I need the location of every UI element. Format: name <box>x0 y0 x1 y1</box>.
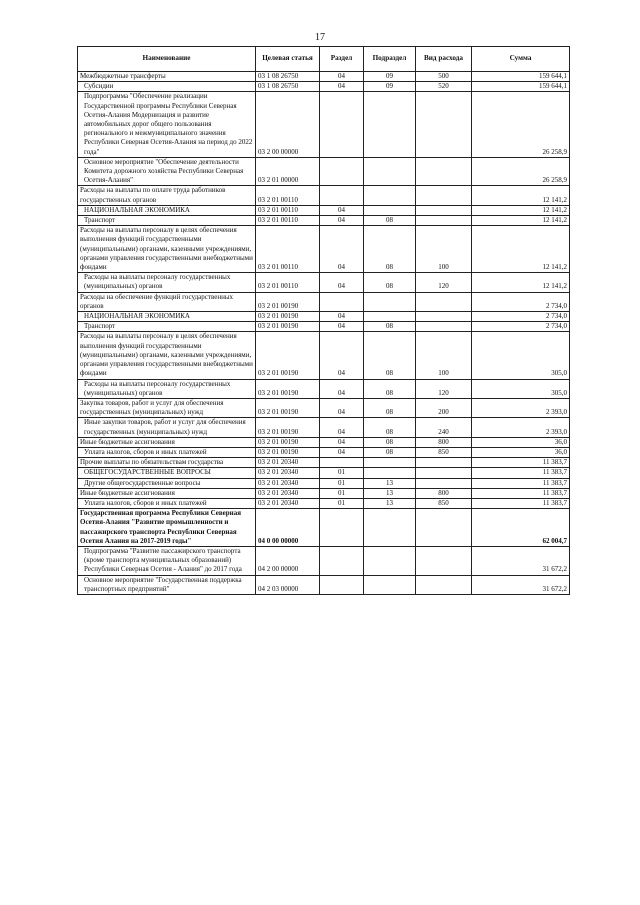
cell-expense-type: 520 <box>416 82 472 92</box>
budget-table <box>77 46 570 595</box>
cell-expense-type <box>416 186 472 205</box>
cell-section <box>320 458 364 468</box>
cell-subsection: 08 <box>364 418 416 437</box>
cell-expense-type: 800 <box>416 488 472 498</box>
cell-amount: 12 141,2 <box>472 273 570 292</box>
cell-target: 03 2 01 20340 <box>256 468 320 478</box>
cell-name: Основное мероприятие "Обеспечение деятельности Комитета дорожного хозяйства Республики Северная Осетия-Алания" <box>78 157 256 186</box>
cell-name: Межбюджетные трансферты <box>78 72 256 82</box>
column-header-expense-type: Вид расхода <box>416 47 472 72</box>
cell-subsection: 09 <box>364 72 416 82</box>
table-row <box>78 186 570 205</box>
cell-target: 03 2 01 00110 <box>256 273 320 292</box>
cell-name: Расходы на выплаты персоналу в целях обеспечения выполнения функций государственными (муниципальными) органами, казенными учреждениями, органами управления государственными внебюджетными фондами <box>78 226 256 273</box>
table-row <box>78 575 570 594</box>
table-row <box>78 379 570 398</box>
cell-section: 04 <box>320 322 364 332</box>
cell-subsection <box>364 292 416 311</box>
cell-amount: 31 672,2 <box>472 575 570 594</box>
cell-expense-type <box>416 205 472 215</box>
cell-target: 03 2 01 00190 <box>256 398 320 417</box>
table-row <box>78 447 570 457</box>
cell-expense-type <box>416 292 472 311</box>
cell-expense-type <box>416 546 472 575</box>
cell-name: Расходы на обеспечение функций государственных органов <box>78 292 256 311</box>
cell-name: Расходы на выплаты персоналу в целях обеспечения выполнения функций государственными (муниципальными) органами, казенными учреждениями, органами управления государственными внебюджетными фондами <box>78 332 256 379</box>
table-row <box>78 332 570 379</box>
cell-expense-type <box>416 216 472 226</box>
cell-amount: 11 383,7 <box>472 478 570 488</box>
cell-section <box>320 509 364 547</box>
table-row <box>78 509 570 547</box>
cell-target: 03 2 01 00110 <box>256 186 320 205</box>
cell-subsection <box>364 546 416 575</box>
cell-target: 03 2 01 00110 <box>256 226 320 273</box>
table-row <box>78 418 570 437</box>
cell-name: Прочие выплаты по обязательствам государства <box>78 458 256 468</box>
cell-subsection <box>364 186 416 205</box>
cell-target: 04 0 00 00000 <box>256 509 320 547</box>
cell-section <box>320 186 364 205</box>
cell-name: Основное мероприятие "Государственная поддержка транспортных предприятий" <box>78 575 256 594</box>
cell-target: 03 2 00 00000 <box>256 92 320 157</box>
cell-section <box>320 575 364 594</box>
cell-target: 03 2 01 00190 <box>256 379 320 398</box>
table-row <box>78 478 570 488</box>
cell-amount: 36,0 <box>472 447 570 457</box>
table-row <box>78 216 570 226</box>
table-row <box>78 226 570 273</box>
table-header-row <box>78 47 570 72</box>
cell-amount: 26 258,9 <box>472 157 570 186</box>
cell-section <box>320 546 364 575</box>
cell-amount: 159 644,1 <box>472 72 570 82</box>
cell-expense-type <box>416 468 472 478</box>
cell-subsection <box>364 205 416 215</box>
cell-expense-type: 850 <box>416 498 472 508</box>
cell-expense-type <box>416 312 472 322</box>
cell-amount: 2 393,0 <box>472 418 570 437</box>
cell-amount: 2 734,0 <box>472 312 570 322</box>
table-row <box>78 92 570 157</box>
cell-subsection: 13 <box>364 488 416 498</box>
cell-target: 03 2 01 00110 <box>256 205 320 215</box>
cell-expense-type <box>416 575 472 594</box>
cell-subsection <box>364 458 416 468</box>
cell-expense-type <box>416 157 472 186</box>
cell-name: Транспорт <box>78 216 256 226</box>
cell-amount: 305,0 <box>472 379 570 398</box>
cell-name: Иные бюджетные ассигнования <box>78 437 256 447</box>
table-row <box>78 498 570 508</box>
table-row <box>78 157 570 186</box>
cell-subsection <box>364 468 416 478</box>
column-header-subsection: Подраздел <box>364 47 416 72</box>
cell-section: 04 <box>320 379 364 398</box>
cell-amount: 11 383,7 <box>472 468 570 478</box>
cell-name: Государственная программа Республики Северная Осетия-Алания "Развитие промышленности и пассажирского транспорта Республики Северная Осетия Алания на 2017-2019 годы" <box>78 509 256 547</box>
cell-section: 01 <box>320 488 364 498</box>
cell-subsection: 08 <box>364 437 416 447</box>
cell-target: 03 2 01 20340 <box>256 488 320 498</box>
table-row <box>78 322 570 332</box>
cell-section: 04 <box>320 312 364 322</box>
cell-target: 03 2 01 00000 <box>256 157 320 186</box>
cell-amount: 11 383,7 <box>472 488 570 498</box>
cell-target: 04 2 00 00000 <box>256 546 320 575</box>
column-header-amount: Сумма <box>472 47 570 72</box>
table-row <box>78 82 570 92</box>
cell-section: 04 <box>320 216 364 226</box>
cell-amount: 26 258,9 <box>472 92 570 157</box>
cell-section: 04 <box>320 418 364 437</box>
cell-name: Иные бюджетные ассигнования <box>78 488 256 498</box>
cell-section: 01 <box>320 498 364 508</box>
cell-section <box>320 292 364 311</box>
cell-target: 03 2 01 00190 <box>256 292 320 311</box>
table-row <box>78 292 570 311</box>
cell-section: 04 <box>320 447 364 457</box>
cell-subsection: 08 <box>364 322 416 332</box>
cell-amount: 2 734,0 <box>472 292 570 311</box>
cell-section: 04 <box>320 82 364 92</box>
cell-name: Расходы на выплаты персоналу государственных (муниципальных) органов <box>78 379 256 398</box>
cell-name: Уплата налогов, сборов и иных платежей <box>78 498 256 508</box>
cell-amount: 12 141,2 <box>472 186 570 205</box>
cell-amount: 12 141,2 <box>472 216 570 226</box>
cell-expense-type: 200 <box>416 398 472 417</box>
cell-section: 01 <box>320 478 364 488</box>
cell-amount: 62 004,7 <box>472 509 570 547</box>
cell-amount: 31 672,2 <box>472 546 570 575</box>
cell-name: Транспорт <box>78 322 256 332</box>
cell-target: 04 2 03 00000 <box>256 575 320 594</box>
column-header-section: Раздел <box>320 47 364 72</box>
cell-name: Подпрограмма "Развитие пассажирского транспорта (кроме транспорта муниципальных образований) Республики Северная Осетия - Алания" до 2017 года <box>78 546 256 575</box>
cell-name: НАЦИОНАЛЬНАЯ ЭКОНОМИКА <box>78 205 256 215</box>
cell-expense-type: 100 <box>416 226 472 273</box>
cell-expense-type <box>416 458 472 468</box>
cell-amount: 305,0 <box>472 332 570 379</box>
cell-amount: 12 141,2 <box>472 205 570 215</box>
cell-target: 03 1 08 26750 <box>256 82 320 92</box>
cell-target: 03 2 01 00190 <box>256 322 320 332</box>
table-row <box>78 488 570 498</box>
cell-expense-type: 240 <box>416 418 472 437</box>
cell-section: 04 <box>320 332 364 379</box>
table-row <box>78 273 570 292</box>
cell-expense-type: 850 <box>416 447 472 457</box>
cell-name: Расходы на выплаты по оплате труда работников государственных органов <box>78 186 256 205</box>
cell-amount: 2 734,0 <box>472 322 570 332</box>
cell-subsection <box>364 92 416 157</box>
cell-amount: 159 644,1 <box>472 82 570 92</box>
table-row <box>78 468 570 478</box>
cell-target: 03 2 01 20340 <box>256 458 320 468</box>
table-row <box>78 546 570 575</box>
cell-name: Субсидии <box>78 82 256 92</box>
cell-subsection: 08 <box>364 226 416 273</box>
cell-name: Иные закупки товаров, работ и услуг для обеспечения государственных (муниципальных) нужд <box>78 418 256 437</box>
column-header-name: Наименование <box>78 47 256 72</box>
page-number: 17 <box>315 32 325 43</box>
cell-name: Уплата налогов, сборов и иных платежей <box>78 447 256 457</box>
cell-amount: 12 141,2 <box>472 226 570 273</box>
cell-expense-type <box>416 92 472 157</box>
cell-subsection <box>364 312 416 322</box>
cell-amount: 36,0 <box>472 437 570 447</box>
column-header-target: Целевая статья <box>256 47 320 72</box>
cell-expense-type <box>416 322 472 332</box>
cell-name: Закупка товаров, работ и услуг для обеспечения государственных (муниципальных) нужд <box>78 398 256 417</box>
cell-subsection <box>364 575 416 594</box>
table-row <box>78 72 570 82</box>
cell-target: 03 2 01 00190 <box>256 418 320 437</box>
cell-amount: 2 393,0 <box>472 398 570 417</box>
table-row <box>78 398 570 417</box>
cell-subsection: 08 <box>364 379 416 398</box>
cell-section: 04 <box>320 398 364 417</box>
cell-expense-type <box>416 478 472 488</box>
cell-target: 03 2 01 00190 <box>256 332 320 379</box>
cell-subsection: 13 <box>364 478 416 488</box>
cell-target: 03 2 01 20340 <box>256 478 320 488</box>
cell-name: Другие общегосударственные вопросы <box>78 478 256 488</box>
cell-name: Подпрограмма "Обеспечение реализации Государственной программы Республики Северная Осетия-Алания Модернизация и развитие автомобильных дорог общего пользования регионального и межмуниципального значения Республики Северная Осетия-Алания на период до 2022 года" <box>78 92 256 157</box>
cell-section <box>320 92 364 157</box>
cell-section: 04 <box>320 273 364 292</box>
cell-subsection: 09 <box>364 82 416 92</box>
table-row <box>78 458 570 468</box>
cell-amount: 11 383,7 <box>472 498 570 508</box>
cell-target: 03 2 01 20340 <box>256 498 320 508</box>
cell-target: 03 2 01 00190 <box>256 447 320 457</box>
cell-amount: 11 383,7 <box>472 458 570 468</box>
cell-target: 03 2 01 00190 <box>256 312 320 322</box>
cell-expense-type: 100 <box>416 332 472 379</box>
cell-subsection: 13 <box>364 498 416 508</box>
cell-subsection: 08 <box>364 273 416 292</box>
cell-expense-type: 120 <box>416 273 472 292</box>
cell-section <box>320 157 364 186</box>
cell-expense-type: 120 <box>416 379 472 398</box>
cell-section: 04 <box>320 205 364 215</box>
cell-section: 04 <box>320 437 364 447</box>
table-row <box>78 312 570 322</box>
cell-expense-type: 500 <box>416 72 472 82</box>
cell-subsection: 08 <box>364 216 416 226</box>
cell-section: 04 <box>320 226 364 273</box>
cell-subsection: 08 <box>364 332 416 379</box>
table-row <box>78 437 570 447</box>
cell-target: 03 1 08 26750 <box>256 72 320 82</box>
cell-target: 03 2 01 00110 <box>256 216 320 226</box>
cell-expense-type <box>416 509 472 547</box>
cell-subsection: 08 <box>364 398 416 417</box>
cell-name: НАЦИОНАЛЬНАЯ ЭКОНОМИКА <box>78 312 256 322</box>
cell-name: Расходы на выплаты персоналу государственных (муниципальных) органов <box>78 273 256 292</box>
cell-subsection <box>364 509 416 547</box>
cell-name: ОБЩЕГОСУДАРСТВЕННЫЕ ВОПРОСЫ <box>78 468 256 478</box>
cell-subsection: 08 <box>364 447 416 457</box>
table-row <box>78 205 570 215</box>
cell-subsection <box>364 157 416 186</box>
cell-expense-type: 800 <box>416 437 472 447</box>
cell-target: 03 2 01 00190 <box>256 437 320 447</box>
cell-section: 04 <box>320 72 364 82</box>
cell-section: 01 <box>320 468 364 478</box>
